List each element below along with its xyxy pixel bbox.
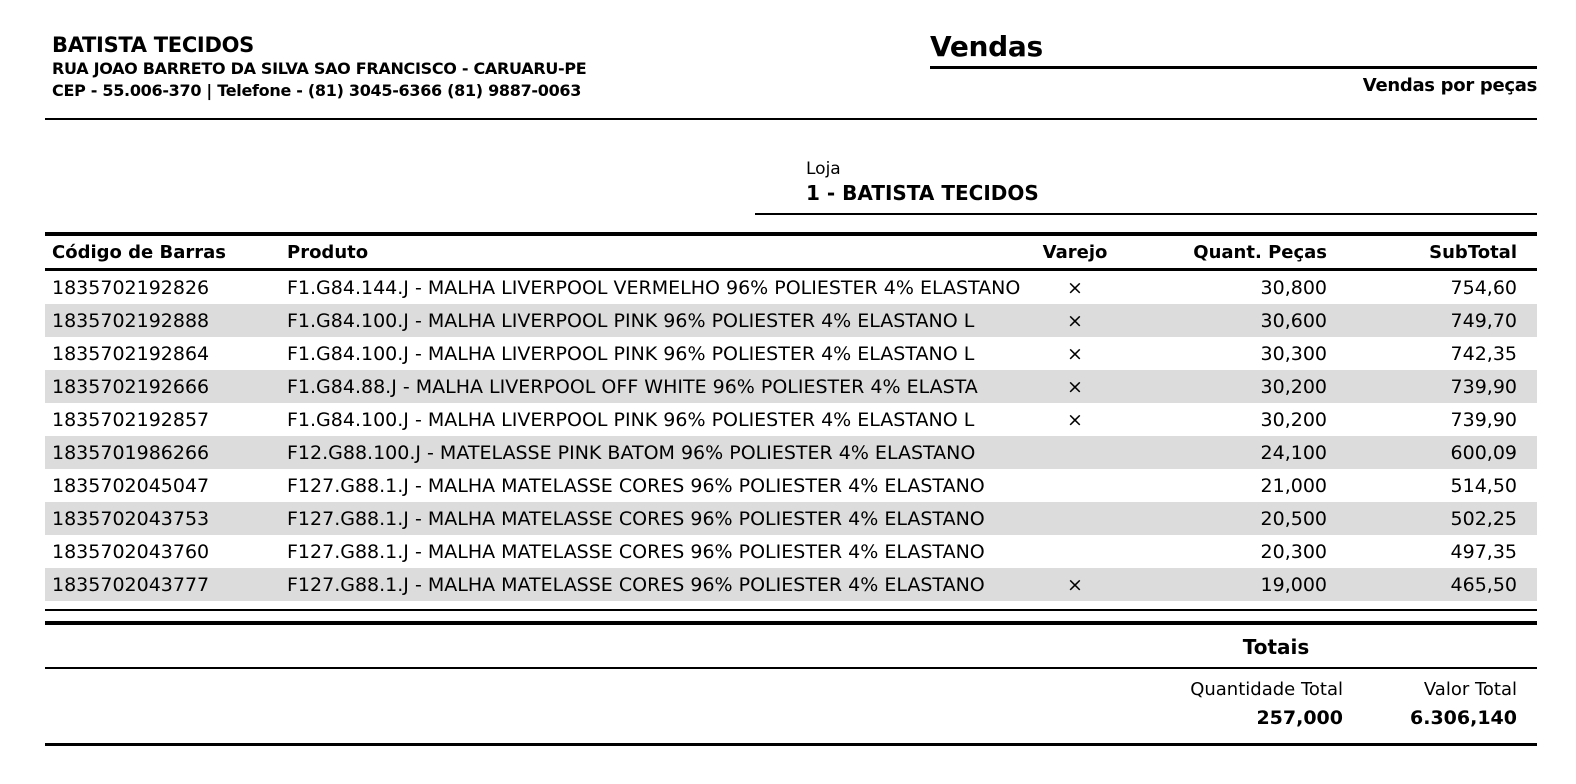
barcode-cell: 1835702043777	[52, 573, 210, 596]
quantity-cell: 30,200	[1260, 408, 1327, 431]
table-row	[45, 370, 1537, 403]
table-row	[45, 502, 1537, 535]
report-title-block	[930, 32, 1537, 102]
value-total-value: 6.306,140	[1410, 707, 1517, 729]
table-bottom-divider	[45, 609, 1537, 611]
product-cell: F127.G88.1.J - MALHA MATELASSE CORES 96% POLIESTER 4% ELASTANO	[287, 474, 985, 497]
value-total-label: Valor Total	[1423, 679, 1517, 700]
table-row	[45, 271, 1537, 304]
product-cell: F127.G88.1.J - MALHA MATELASSE CORES 96% POLIESTER 4% ELASTANO	[287, 573, 985, 596]
store-block	[755, 158, 1537, 215]
table-header-row	[45, 232, 1537, 271]
table-row	[45, 568, 1537, 601]
quantity-cell: 24,100	[1260, 441, 1327, 464]
report-title: Vendas	[930, 32, 1537, 69]
barcode-cell: 1835702192857	[52, 408, 210, 431]
subtotal-cell: 739,90	[1450, 408, 1517, 431]
totals-labels-row	[45, 677, 1537, 703]
retail-mark: ×	[1067, 375, 1083, 398]
table-row	[45, 304, 1537, 337]
retail-mark: ×	[1067, 342, 1083, 365]
totals-section	[45, 669, 1537, 746]
barcode-cell: 1835702043760	[52, 540, 210, 563]
quantity-cell: 20,500	[1260, 507, 1327, 530]
barcode-cell: 1835702045047	[52, 474, 210, 497]
product-cell: F12.G88.100.J - MATELASSE PINK BATOM 96% POLIESTER 4% ELASTANO	[287, 441, 976, 464]
product-cell: F1.G84.100.J - MALHA LIVERPOOL PINK 96% POLIESTER 4% ELASTANO L	[287, 342, 975, 365]
product-cell: F1.G84.144.J - MALHA LIVERPOOL VERMELHO 96% POLIESTER 4% ELASTANO	[287, 276, 1021, 299]
retail-mark: ×	[1067, 408, 1083, 431]
sales-table	[45, 232, 1537, 601]
table-row	[45, 469, 1537, 502]
quantity-cell: 21,000	[1260, 474, 1327, 497]
product-cell: F127.G88.1.J - MALHA MATELASSE CORES 96% POLIESTER 4% ELASTANO	[287, 540, 985, 563]
quantity-cell: 19,000	[1260, 573, 1327, 596]
quantity-cell: 20,300	[1260, 540, 1327, 563]
product-cell: F1.G84.88.J - MALHA LIVERPOOL OFF WHITE 96% POLIESTER 4% ELASTA	[287, 375, 978, 398]
store-label: Loja	[806, 159, 841, 179]
quantity-total-value: 257,000	[1256, 707, 1343, 729]
barcode-cell: 1835702192666	[52, 375, 210, 398]
barcode-cell: 1835702192864	[52, 342, 210, 365]
barcode-cell: 1835702192826	[52, 276, 210, 299]
column-header-subtotal: SubTotal	[1429, 241, 1517, 263]
subtotal-cell: 754,60	[1450, 276, 1517, 299]
report-subtitle: Vendas por peças	[1362, 75, 1537, 96]
company-name: BATISTA TECIDOS	[52, 33, 254, 57]
totals-title-row	[45, 625, 1537, 669]
subtotal-cell: 600,09	[1450, 441, 1517, 464]
retail-mark: ×	[1067, 573, 1083, 596]
report-header	[0, 0, 1576, 102]
subtotal-cell: 739,90	[1450, 375, 1517, 398]
quantity-total-label: Quantidade Total	[1190, 679, 1343, 700]
table-row	[45, 403, 1537, 436]
table-body	[45, 271, 1537, 601]
subtotal-cell: 514,50	[1450, 474, 1517, 497]
quantity-cell: 30,300	[1260, 342, 1327, 365]
barcode-cell: 1835702192888	[52, 309, 210, 332]
barcode-cell: 1835701986266	[52, 441, 210, 464]
subtotal-cell: 749,70	[1450, 309, 1517, 332]
subtotal-cell: 742,35	[1450, 342, 1517, 365]
retail-mark: ×	[1067, 309, 1083, 332]
table-row	[45, 436, 1537, 469]
header-divider	[45, 118, 1537, 120]
product-cell: F127.G88.1.J - MALHA MATELASSE CORES 96% POLIESTER 4% ELASTANO	[287, 507, 985, 530]
totals-title: Totais	[1242, 635, 1310, 659]
retail-mark: ×	[1067, 276, 1083, 299]
totals-values-row	[45, 703, 1537, 733]
column-header-retail: Varejo	[1042, 241, 1108, 263]
column-header-product: Produto	[287, 241, 369, 263]
company-block	[52, 32, 752, 102]
quantity-cell: 30,200	[1260, 375, 1327, 398]
barcode-cell: 1835702043753	[52, 507, 210, 530]
subtotal-cell: 465,50	[1450, 573, 1517, 596]
quantity-cell: 30,600	[1260, 309, 1327, 332]
subtotal-cell: 497,35	[1450, 540, 1517, 563]
product-cell: F1.G84.100.J - MALHA LIVERPOOL PINK 96% POLIESTER 4% ELASTANO L	[287, 408, 975, 431]
column-header-quantity: Quant. Peças	[1193, 241, 1327, 263]
subtotal-cell: 502,25	[1450, 507, 1517, 530]
product-cell: F1.G84.100.J - MALHA LIVERPOOL PINK 96% POLIESTER 4% ELASTANO L	[287, 309, 975, 332]
column-header-barcode: Código de Barras	[52, 241, 226, 263]
table-row	[45, 535, 1537, 568]
table-row	[45, 337, 1537, 370]
quantity-cell: 30,800	[1260, 276, 1327, 299]
company-address-line1: RUA JOAO BARRETO DA SILVA SAO FRANCISCO - CARUARU-PE	[52, 59, 587, 78]
store-name: 1 - BATISTA TECIDOS	[806, 181, 1039, 205]
company-address-line2: CEP - 55.006-370 | Telefone - (81) 3045-6366 (81) 9887-0063	[52, 81, 582, 100]
